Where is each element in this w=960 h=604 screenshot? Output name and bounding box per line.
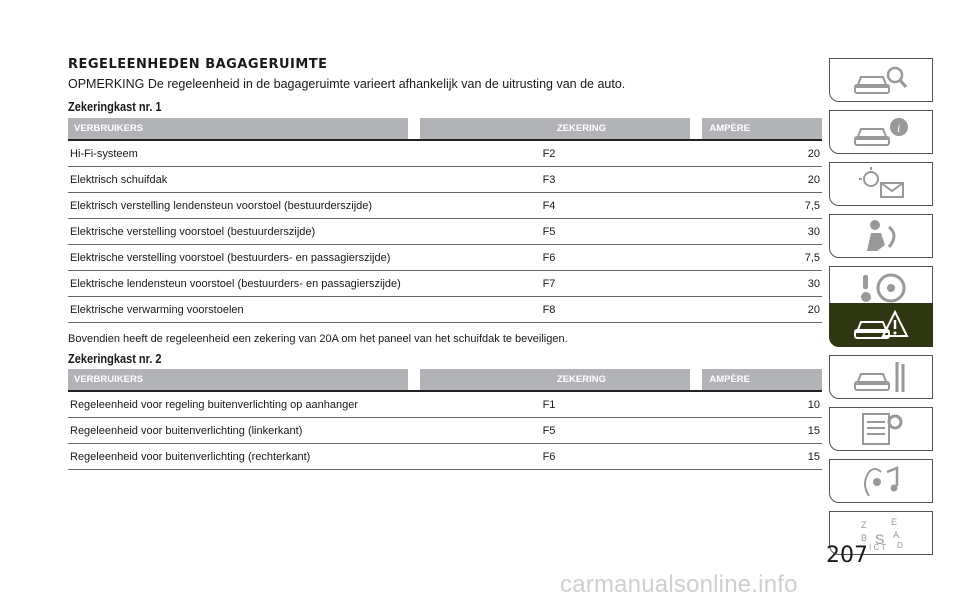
cell-consumer: Elektrische verstelling voorstoel (bestuurderszijde) [68, 219, 408, 245]
tab-breakdown[interactable] [829, 303, 933, 347]
cell-fuse: F5 [408, 418, 690, 444]
table-row [68, 219, 822, 245]
header-consumers: VERBRUIKERS [68, 118, 408, 140]
fuse-box-1-title: Zekeringkast nr. 1 [68, 100, 162, 114]
fuse-table-2 [68, 369, 822, 470]
cell-ampere: 15 [690, 444, 822, 470]
tab-service[interactable] [829, 355, 933, 399]
header-fuse: ZEKERING [420, 369, 690, 391]
table-header-row [68, 118, 822, 140]
svg-text:E: E [891, 517, 898, 527]
multimedia-icon [849, 462, 913, 500]
cell-consumer: Elektrische lendensteun voorstoel (bestuurders- en passagierszijde) [68, 271, 408, 297]
tab-warning-lights[interactable] [829, 162, 933, 206]
additional-note: Bovendien heeft de regeleenheid een zekering van 20A om het paneel van het schuifdak te beveiligen. [68, 333, 568, 345]
car-breakdown-icon [849, 306, 913, 344]
header-ampere: AMPÈRE [702, 369, 822, 391]
table-row [68, 245, 822, 271]
cell-consumer: Hi-Fi-systeem [68, 140, 408, 167]
cell-fuse: F6 [408, 245, 690, 271]
svg-text:A: A [893, 530, 900, 540]
warning-lights-message-icon [849, 165, 913, 203]
tab-car-info[interactable] [829, 110, 933, 154]
cell-ampere: 30 [690, 219, 822, 245]
page-number: 207 [826, 543, 868, 568]
table-row [68, 444, 822, 470]
header-fuse: ZEKERING [420, 118, 690, 140]
svg-text:B: B [861, 533, 868, 543]
fuse-box-2-title: Zekeringkast nr. 2 [68, 352, 162, 366]
svg-text:I C T: I C T [869, 543, 887, 552]
cell-ampere: 30 [690, 271, 822, 297]
watermark: carmanualsonline.info [560, 571, 798, 598]
cell-consumer: Elektrisch verstelling lendensteun voorstoel (bestuurderszijde) [68, 193, 408, 219]
header-gap [408, 369, 420, 391]
cell-fuse: F3 [408, 167, 690, 193]
cell-fuse: F4 [408, 193, 690, 219]
svg-text:D: D [897, 541, 903, 550]
header-gap [690, 369, 702, 391]
cell-fuse: F6 [408, 444, 690, 470]
cell-fuse: F1 [408, 391, 690, 418]
table-row [68, 167, 822, 193]
svg-text:Z: Z [861, 520, 867, 530]
tab-technical-data[interactable] [829, 407, 933, 451]
note-text: OPMERKING De regeleenheid in de bagageruimte varieert afhankelijk van de uitrusting van de auto. [68, 77, 626, 91]
cell-ampere: 15 [690, 418, 822, 444]
technical-data-icon [849, 410, 913, 448]
svg-text:i: i [897, 121, 901, 135]
table-row [68, 140, 822, 167]
cell-ampere: 20 [690, 167, 822, 193]
cell-consumer: Regeleenheid voor regeling buitenverlichting op aanhanger [68, 391, 408, 418]
cell-consumer: Elektrische verstelling voorstoel (bestuurders- en passagierszijde) [68, 245, 408, 271]
cell-ampere: 7,5 [690, 245, 822, 271]
car-info-icon [849, 113, 913, 151]
header-ampere: AMPÈRE [702, 118, 822, 140]
header-consumers: VERBRUIKERS [68, 369, 408, 391]
table-row [68, 297, 822, 323]
car-search-icon [849, 61, 913, 99]
cell-fuse: F2 [408, 140, 690, 167]
tab-multimedia[interactable] [829, 459, 933, 503]
airbag-person-icon [849, 217, 913, 255]
cell-fuse: F8 [408, 297, 690, 323]
cell-consumer: Regeleenheid voor buitenverlichting (linkerkant) [68, 418, 408, 444]
table-row [68, 193, 822, 219]
table-row [68, 391, 822, 418]
cell-ampere: 20 [690, 297, 822, 323]
cell-fuse: F5 [408, 219, 690, 245]
table-row [68, 418, 822, 444]
table-row [68, 271, 822, 297]
cell-consumer: Elektrische verwarming voorstoelen [68, 297, 408, 323]
cell-ampere: 10 [690, 391, 822, 418]
header-gap [690, 118, 702, 140]
steering-wheel-icon [849, 269, 913, 307]
svg-text:S: S [875, 531, 885, 547]
tab-car-search[interactable] [829, 58, 933, 102]
cell-consumer: Elektrisch schuifdak [68, 167, 408, 193]
section-title: REGELEENHEDEN BAGAGERUIMTE [68, 57, 328, 72]
fuse-table-1 [68, 118, 822, 323]
cell-ampere: 7,5 [690, 193, 822, 219]
cell-consumer: Regeleenheid voor buitenverlichting (rechterkant) [68, 444, 408, 470]
tab-airbag[interactable] [829, 214, 933, 258]
table-header-row [68, 369, 822, 391]
cell-ampere: 20 [690, 140, 822, 167]
car-service-tools-icon [849, 358, 913, 396]
header-gap [408, 118, 420, 140]
cell-fuse: F7 [408, 271, 690, 297]
